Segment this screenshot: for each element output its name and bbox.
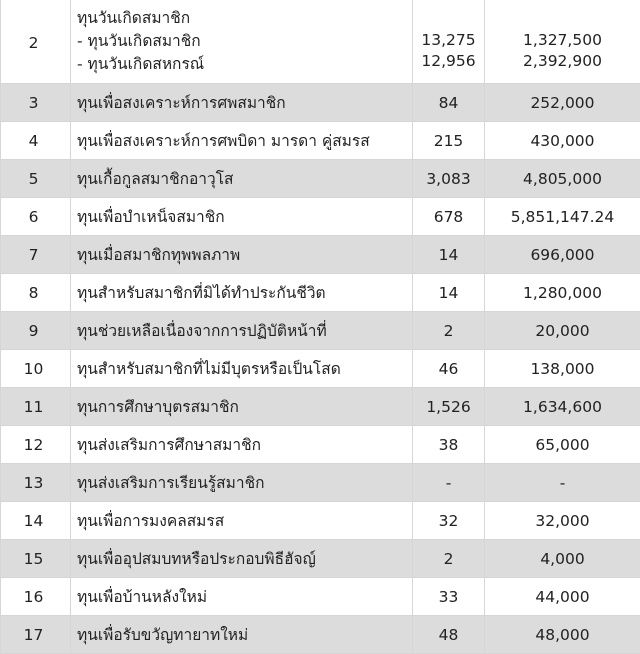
row-number: 9 — [1, 312, 71, 350]
member-count-value: 13,275 — [413, 30, 484, 51]
member-count: 215 — [413, 122, 485, 160]
member-count: 678 — [413, 198, 485, 236]
member-count: 33 — [413, 578, 485, 616]
amount: 252,000 — [485, 84, 640, 122]
row-number: 8 — [1, 274, 71, 312]
member-count: 14 — [413, 236, 485, 274]
fund-name — [71, 0, 413, 84]
fund-name-line: ทุนวันเกิดสมาชิก — [77, 7, 412, 30]
table-row — [1, 464, 640, 502]
fund-name: ทุนเกื้อกูลสมาชิกอาวุโส — [71, 160, 413, 198]
table-body — [1, 0, 640, 654]
fund-name: ทุนสำหรับสมาชิกที่ไม่มีบุตรหรือเป็นโสด — [71, 350, 413, 388]
amount: 430,000 — [485, 122, 640, 160]
fund-name: ทุนส่งเสริมการศึกษาสมาชิก — [71, 426, 413, 464]
fund-name: ทุนสำหรับสมาชิกที่มิได้ทำประกันชีวิต — [71, 274, 413, 312]
table-row — [1, 312, 640, 350]
member-count: 1,526 — [413, 388, 485, 426]
amount: 5,851,147.24 — [485, 198, 640, 236]
member-count: 3,083 — [413, 160, 485, 198]
table-row — [1, 388, 640, 426]
amount — [485, 0, 640, 84]
fund-name: ทุนเพื่อรับขวัญทายาทใหม่ — [71, 616, 413, 654]
amount: 32,000 — [485, 502, 640, 540]
amount-value: 1,327,500 — [485, 30, 640, 51]
table-row — [1, 198, 640, 236]
fund-name: ทุนการศึกษาบุตรสมาชิก — [71, 388, 413, 426]
table-row — [1, 274, 640, 312]
row-number: 14 — [1, 502, 71, 540]
table-row — [1, 84, 640, 122]
fund-name: ทุนเพื่อบ้านหลังใหม่ — [71, 578, 413, 616]
table-row — [1, 616, 640, 654]
row-number: 5 — [1, 160, 71, 198]
amount: 44,000 — [485, 578, 640, 616]
row-number: 3 — [1, 84, 71, 122]
row-number: 17 — [1, 616, 71, 654]
member-count-value: 12,956 — [413, 51, 484, 72]
table-row — [1, 426, 640, 464]
row-number: 10 — [1, 350, 71, 388]
member-count: 2 — [413, 312, 485, 350]
table-row — [1, 0, 640, 84]
table-row — [1, 502, 640, 540]
table-row — [1, 540, 640, 578]
amount: 1,280,000 — [485, 274, 640, 312]
row-number: 6 — [1, 198, 71, 236]
member-count: 46 — [413, 350, 485, 388]
row-number: 12 — [1, 426, 71, 464]
member-count: 38 — [413, 426, 485, 464]
fund-name-line: - ทุนวันเกิดสมาชิก — [77, 30, 412, 53]
table-row — [1, 350, 640, 388]
fund-name: ทุนเพื่อสงเคราะห์การศพสมาชิก — [71, 84, 413, 122]
table-row — [1, 236, 640, 274]
row-number: 7 — [1, 236, 71, 274]
amount: 65,000 — [485, 426, 640, 464]
member-count — [413, 0, 485, 84]
row-number: 4 — [1, 122, 71, 160]
amount: 48,000 — [485, 616, 640, 654]
fund-name-line: - ทุนวันเกิดสหกรณ์ — [77, 53, 412, 76]
fund-name: ทุนเมื่อสมาชิกทุพพลภาพ — [71, 236, 413, 274]
amount: 4,805,000 — [485, 160, 640, 198]
member-count: 14 — [413, 274, 485, 312]
member-count: 84 — [413, 84, 485, 122]
fund-name: ทุนเพื่อสงเคราะห์การศพบิดา มารดา คู่สมรส — [71, 122, 413, 160]
amount: 1,634,600 — [485, 388, 640, 426]
fund-name: ทุนช่วยเหลือเนื่องจากการปฏิบัติหน้าที่ — [71, 312, 413, 350]
member-count: 32 — [413, 502, 485, 540]
amount: - — [485, 464, 640, 502]
member-count: - — [413, 464, 485, 502]
amount: 138,000 — [485, 350, 640, 388]
amount-value: 2,392,900 — [485, 51, 640, 72]
row-number: 11 — [1, 388, 71, 426]
row-number: 2 — [1, 0, 71, 84]
fund-name: ทุนเพื่อบำเหน็จสมาชิก — [71, 198, 413, 236]
table-row — [1, 160, 640, 198]
member-count: 2 — [413, 540, 485, 578]
row-number: 15 — [1, 540, 71, 578]
fund-name: ทุนเพื่อการมงคลสมรส — [71, 502, 413, 540]
fund-name: ทุนส่งเสริมการเรียนรู้สมาชิก — [71, 464, 413, 502]
table-row — [1, 122, 640, 160]
fund-name: ทุนเพื่ออุปสมบทหรือประกอบพิธีฮัจญ์ — [71, 540, 413, 578]
row-number: 13 — [1, 464, 71, 502]
amount: 696,000 — [485, 236, 640, 274]
row-number: 16 — [1, 578, 71, 616]
table-row — [1, 578, 640, 616]
member-count: 48 — [413, 616, 485, 654]
amount: 20,000 — [485, 312, 640, 350]
amount: 4,000 — [485, 540, 640, 578]
